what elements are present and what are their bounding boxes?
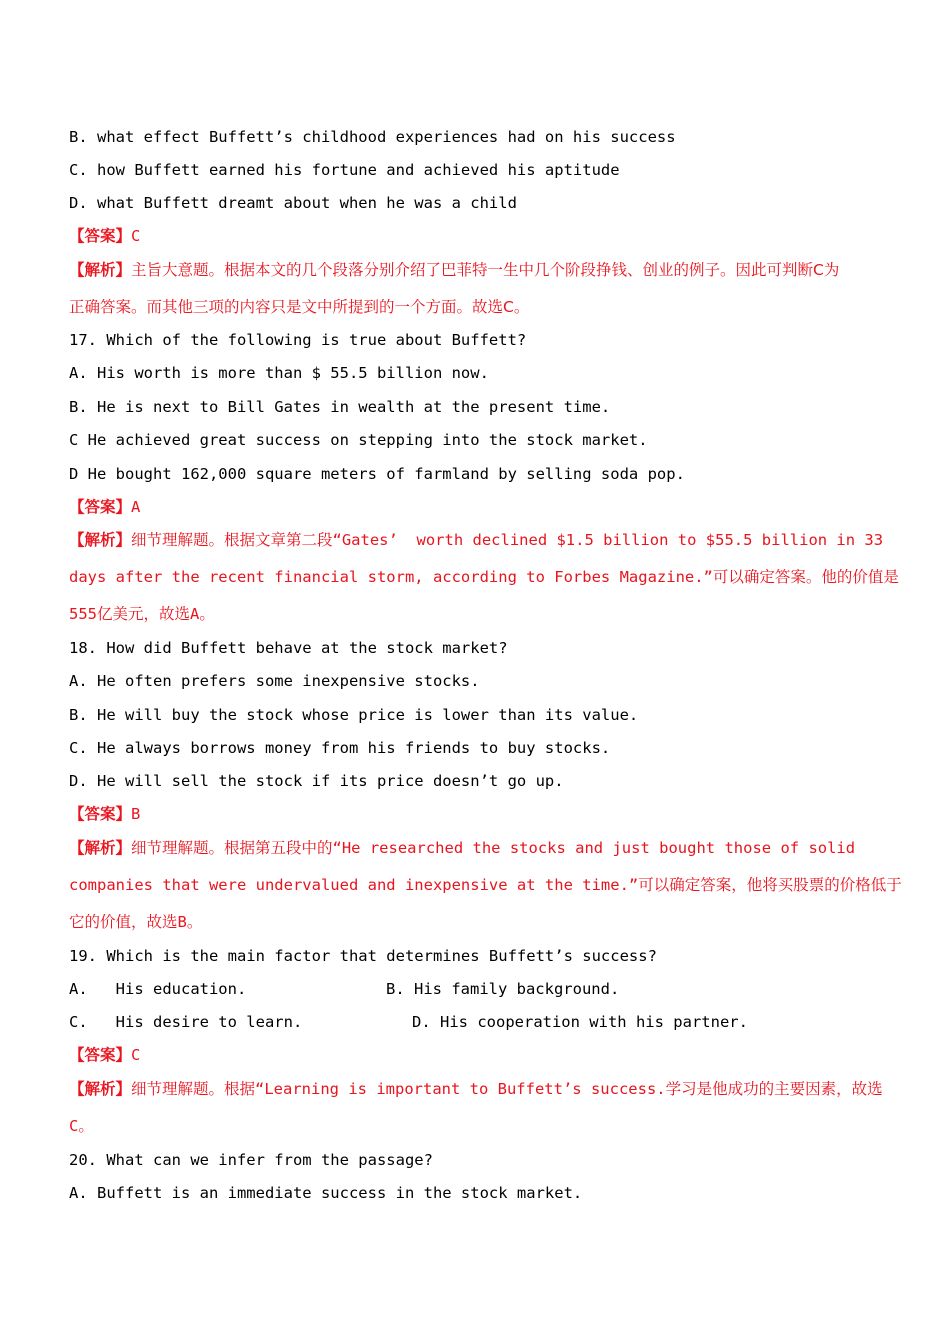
q16-analysis-text-1: 主旨大意题。根据本文的几个段落分别介绍了巴菲特一生中几个阶段挣钱、创业的例子。因此可判断C为	[131, 261, 840, 279]
answer-tag: 【答案】	[69, 1046, 132, 1064]
q19-option-d: D. His cooperation with his partner.	[412, 1013, 748, 1031]
q16-answer-line	[69, 226, 140, 246]
q16-analysis-line-1	[69, 260, 839, 280]
q17-analysis-text-1: 细节理解题。根据文章第二段“Gates’ worth declined $1.5 billion to $55.5 billion in 33	[131, 531, 884, 549]
q19-question: 19. Which is the main factor that determines Buffett’s success?	[69, 947, 657, 965]
q17-option-a: A. His worth is more than $ 55.5 billion now.	[69, 364, 489, 382]
q16-option-d: D. what Buffett dreamt about when he was a child	[69, 194, 517, 212]
answer-tag: 【答案】	[69, 227, 132, 245]
q19-analysis-line-1	[69, 1079, 883, 1099]
q17-question: 17. Which of the following is true about Buffett?	[69, 331, 527, 349]
q20-question: 20. What can we infer from the passage?	[69, 1151, 433, 1169]
q16-option-b: B. what effect Buffett’s childhood experiences had on his success	[69, 128, 676, 146]
q16-analysis-line-2: 正确答案。而其他三项的内容只是文中所提到的一个方面。故选C。	[69, 298, 530, 316]
q17-analysis-line-2: days after the recent financial storm, according to Forbes Magazine.”可以确定答案。他的价值是	[69, 568, 899, 586]
q19-option-c: C. His desire to learn.	[69, 1013, 303, 1031]
q18-option-b: B. He will buy the stock whose price is lower than its value.	[69, 706, 639, 724]
q19-option-a: A. His education.	[69, 980, 247, 998]
q18-analysis-line-2: companies that were undervalued and inexpensive at the time.”可以确定答案，他将买股票的价格低于	[69, 876, 902, 894]
q18-option-a: A. He often prefers some inexpensive stocks.	[69, 672, 480, 690]
q18-analysis-text-1: 细节理解题。根据第五段中的“He researched the stocks and just bought those of solid	[131, 839, 856, 857]
q17-answer-line	[69, 497, 140, 517]
q18-answer: B	[131, 805, 141, 823]
q18-analysis-line-3: 它的价值，故选B。	[69, 913, 203, 931]
answer-tag: 【答案】	[69, 805, 132, 823]
q19-answer: C	[131, 1046, 141, 1064]
q19-answer-line	[69, 1045, 140, 1065]
q17-option-b: B. He is next to Bill Gates in wealth at the present time.	[69, 398, 611, 416]
q16-option-c: C. how Buffett earned his fortune and achieved his aptitude	[69, 161, 620, 179]
q16-answer: C	[131, 227, 141, 245]
analysis-tag: 【解析】	[69, 839, 132, 857]
q19-analysis-line-2: C。	[69, 1117, 94, 1135]
answer-tag: 【答案】	[69, 498, 132, 516]
q18-option-d: D. He will sell the stock if its price doesn’t go up.	[69, 772, 564, 790]
q18-question: 18. How did Buffett behave at the stock market?	[69, 639, 508, 657]
q19-analysis-text-1: 细节理解题。根据“Learning is important to Buffett’s success.学习是他成功的主要因素，故选	[131, 1080, 883, 1098]
q19-option-b: B. His family background.	[386, 980, 620, 998]
q17-option-c: C He achieved great success on stepping into the stock market.	[69, 431, 648, 449]
q17-answer: A	[131, 498, 141, 516]
q18-answer-line	[69, 804, 140, 824]
q17-analysis-line-1	[69, 530, 883, 550]
q17-option-d: D He bought 162,000 square meters of farmland by selling soda pop.	[69, 465, 685, 483]
q20-option-a: A. Buffett is an immediate success in the stock market.	[69, 1184, 583, 1202]
analysis-tag: 【解析】	[69, 531, 132, 549]
q17-analysis-line-3: 555亿美元，故选A。	[69, 605, 215, 623]
analysis-tag: 【解析】	[69, 261, 132, 279]
q18-analysis-line-1	[69, 838, 855, 858]
analysis-tag: 【解析】	[69, 1080, 132, 1098]
q18-option-c: C. He always borrows money from his friends to buy stocks.	[69, 739, 611, 757]
